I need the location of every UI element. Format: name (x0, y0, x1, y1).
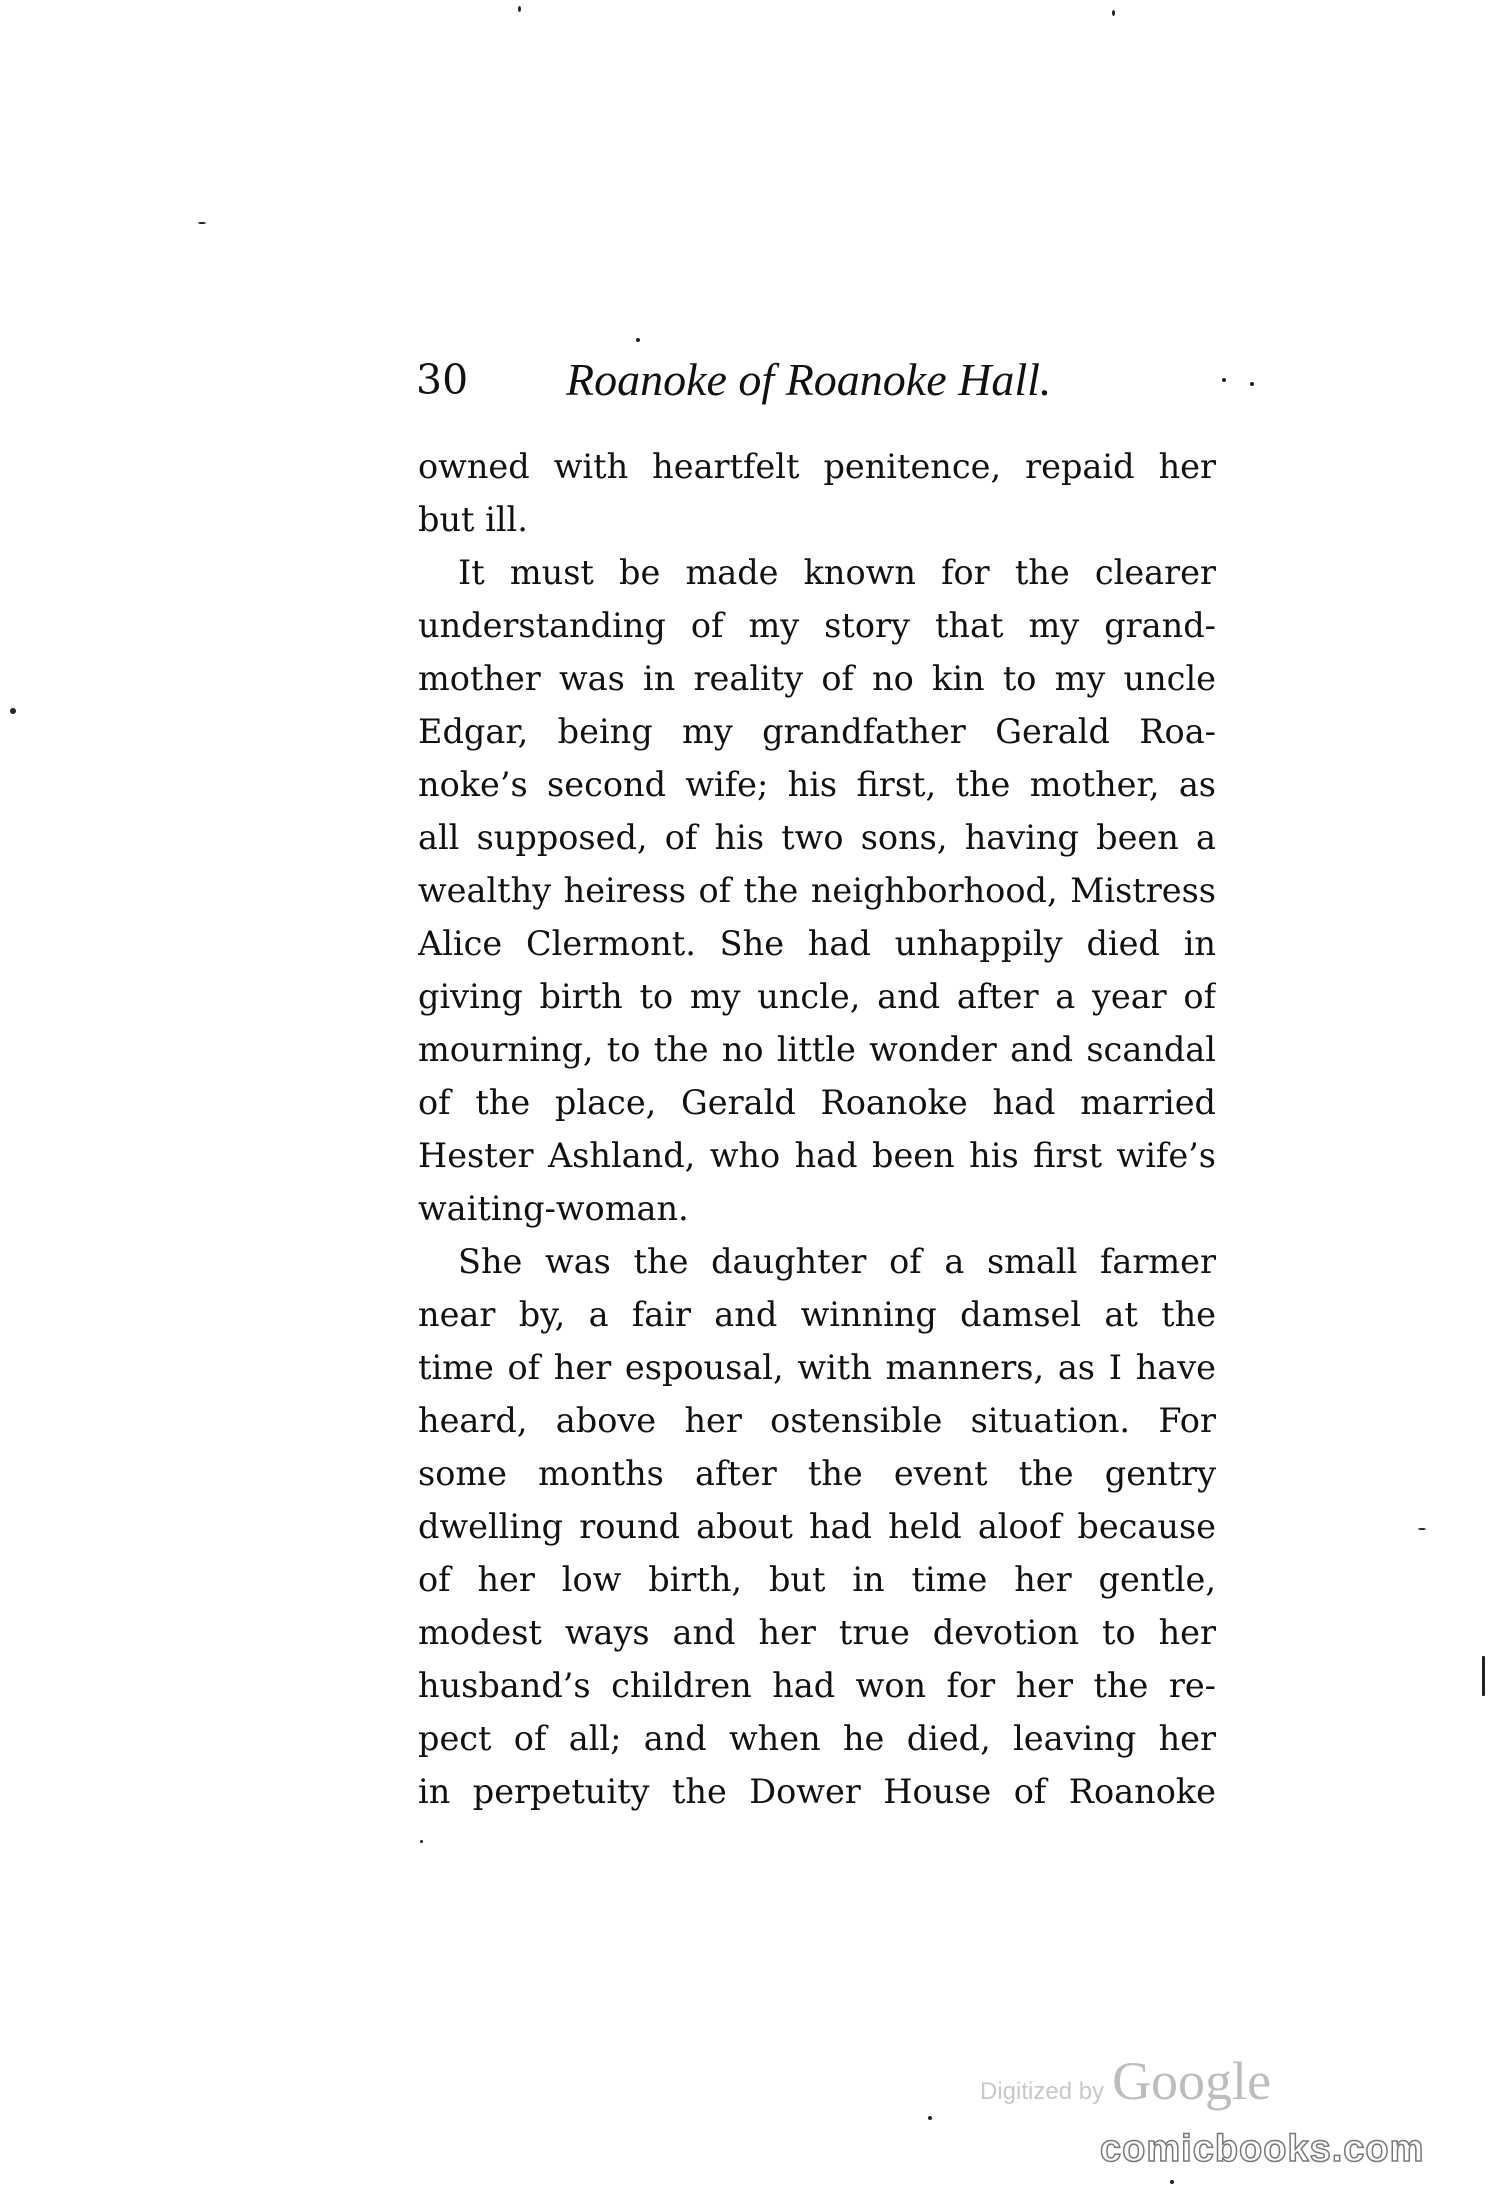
scan-speck (1170, 2180, 1174, 2184)
scan-speck (420, 1840, 423, 1843)
text-line: Hester Ashland, who had been his first wife’s (418, 1136, 1216, 1175)
text-line: It must be made known for the clearer (458, 553, 1216, 592)
scan-speck (1222, 378, 1226, 382)
text-line: She was the daughter of a small farmer (458, 1242, 1216, 1281)
text-line: mother was in reality of no kin to my uncle (418, 659, 1216, 698)
scan-speck (10, 708, 16, 714)
scan-speck (1482, 1656, 1485, 1696)
scan-speck (198, 222, 206, 224)
text-line: owned with heartfelt penitence, repaid her (418, 447, 1216, 486)
scan-speck (928, 2116, 932, 2120)
text-line: of the place, Gerald Roanoke had married (418, 1083, 1216, 1122)
text-line: understanding of my story that my grand- (418, 606, 1216, 645)
scan-speck (636, 338, 640, 342)
text-line: but ill. (418, 500, 528, 539)
text-line: wealthy heiress of the neighborhood, Mistress (418, 871, 1216, 910)
google-logo: Google (1112, 2051, 1272, 2111)
scan-speck (1112, 10, 1115, 16)
text-line: in perpetuity the Dower House of Roanoke (418, 1772, 1216, 1811)
text-line: heard, above her ostensible situation. For (418, 1401, 1216, 1440)
page-header (416, 352, 1266, 408)
text-line: husband’s children had won for her the re- (418, 1666, 1216, 1705)
text-line: Edgar, being my grandfather Gerald Roa- (418, 712, 1216, 751)
digitized-label: Digitized by (980, 2078, 1105, 2105)
text-line: noke’s second wife; his first, the mother, as (418, 765, 1216, 804)
text-line: mourning, to the no little wonder and scandal (418, 1030, 1216, 1069)
text-line: giving birth to my uncle, and after a year of (418, 977, 1216, 1016)
text-line: time of her espousal, with manners, as I have (418, 1348, 1216, 1387)
watermark: comicbooks.com (1100, 2128, 1425, 2170)
text-line: pect of all; and when he died, leaving her (418, 1719, 1216, 1758)
text-line: near by, a fair and winning damsel at the (418, 1295, 1216, 1334)
digitized-by-google-mark (980, 2050, 1271, 2110)
scan-speck (1250, 382, 1254, 386)
text-line: waiting-woman. (418, 1189, 689, 1228)
text-line: modest ways and her true devotion to her (418, 1613, 1216, 1652)
text-line: of her low birth, but in time her gentle, (418, 1560, 1216, 1599)
text-line: Alice Clermont. She had unhappily died in (418, 924, 1216, 963)
text-line: dwelling round about had held aloof because (418, 1507, 1216, 1546)
text-line: some months after the event the gentry (418, 1454, 1216, 1493)
scan-speck (1418, 1528, 1426, 1530)
text-line: all supposed, of his two sons, having been a (418, 818, 1216, 857)
body-text (418, 440, 1216, 1818)
running-title: Roanoke of Roanoke Hall. (566, 354, 1052, 405)
page-number: 30 (416, 356, 469, 404)
scan-speck (518, 6, 521, 12)
